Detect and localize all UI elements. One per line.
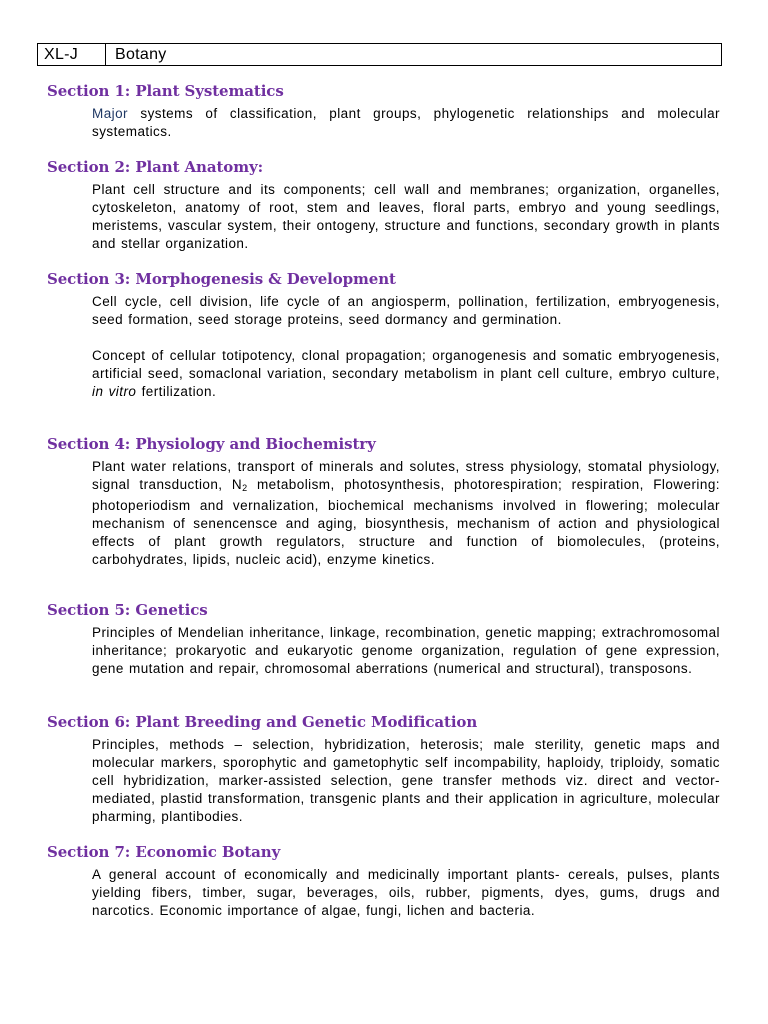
section-6-body: Principles, methods – selection, hybridization, heterosis; male sterility, genetic maps and molecular markers, sporophytic and gametophytic self incompability, haploidy, triploidy, somatic cell hybridization, marker-assisted selection, gene transfer methods viz. direct and vector-mediated, plastid transformation, transgenic plants and their application in agriculture, molecular pharming, plantibodies. — [92, 737, 720, 824]
section-5 — [47, 600, 720, 678]
header-table — [37, 43, 722, 66]
section-4-title: Section 4: Physiology and Biochemistry — [47, 435, 376, 453]
section-1-lead: Major — [92, 106, 129, 121]
section-4-subscript: 2 — [242, 483, 248, 493]
section-3 — [47, 269, 720, 401]
section-5-body: Principles of Mendelian inheritance, linkage, recombination, genetic mapping; extrachromosomal inheritance; prokaryotic and eukaryotic genome organization, regulation of gene expression, gene mutation and repair, chromosomal aberrations (numerical and structural), transposons. — [92, 625, 720, 676]
section-7-body: A general account of economically and medicinally important plants- cereals, pulses, plants yielding fibers, timber, sugar, beverages, oils, rubber, pigments, dyes, gums, drugs and narcotics. Economic importance of algae, fungi, lichen and bacteria. — [92, 867, 720, 918]
section-1-text: systems of classification, plant groups, phylogenetic relationships and molecular systematics. — [92, 106, 720, 139]
section-6-title: Section 6: Plant Breeding and Genetic Modification — [47, 713, 478, 731]
section-4-text-b: metabolism, photosynthesis, photorespiration; respiration, Flowering: photoperiodism and vernalization, biochemical mechanisms involved in flowering; molecular mechanism of senencensce and aging, biosynthesis, mechanism of action and physiological effects of plant growth regulators, structure and function of biomolecules, (proteins, carbohydrates, lipids, nucleic acid), enzyme kinetics. — [92, 477, 720, 567]
section-4-body — [92, 458, 720, 569]
section-7-title: Section 7: Economic Botany — [47, 843, 281, 861]
section-6 — [47, 712, 720, 826]
section-5-title: Section 5: Genetics — [47, 601, 208, 619]
section-2-body: Plant cell structure and its components; cell wall and membranes; organization, organelles, cytoskeleton, anatomy of root, stem and leaves, floral parts, embryo and young seedlings, meristems, vascular system, their ontogeny, structure and functions, secondary growth in plants and stellar organization. — [92, 182, 720, 251]
section-3-title: Section 3: Morphogenesis & Development — [47, 270, 396, 288]
paper-subject: Botany — [115, 46, 167, 63]
section-3-body-2 — [92, 347, 720, 401]
section-1-title: Section 1: Plant Systematics — [47, 82, 284, 100]
section-2-title: Section 2: Plant Anatomy: — [47, 158, 264, 176]
section-1 — [47, 81, 720, 141]
section-4-text-a: Plant water relations, transport of minerals and solutes, stress physiology, stomatal physiology, signal transduction, N — [92, 459, 720, 492]
section-2 — [47, 157, 720, 253]
section-1-body — [92, 105, 720, 141]
section-3-italic: in vitro — [92, 384, 137, 399]
section-3-text-b: fertilization. — [136, 384, 217, 399]
section-3-body-1: Cell cycle, cell division, life cycle of an angiosperm, pollination, fertilization, embryogenesis, seed formation, seed storage proteins, seed dormancy and germination. — [92, 294, 720, 327]
section-4 — [47, 434, 720, 569]
section-3-text-a: Concept of cellular totipotency, clonal propagation; organogenesis and somatic embryogenesis, artificial seed, somaclonal variation, secondary metabolism in plant cell culture, embryo culture, — [92, 348, 720, 381]
paper-code: XL-J — [38, 44, 106, 65]
section-7 — [47, 842, 720, 920]
